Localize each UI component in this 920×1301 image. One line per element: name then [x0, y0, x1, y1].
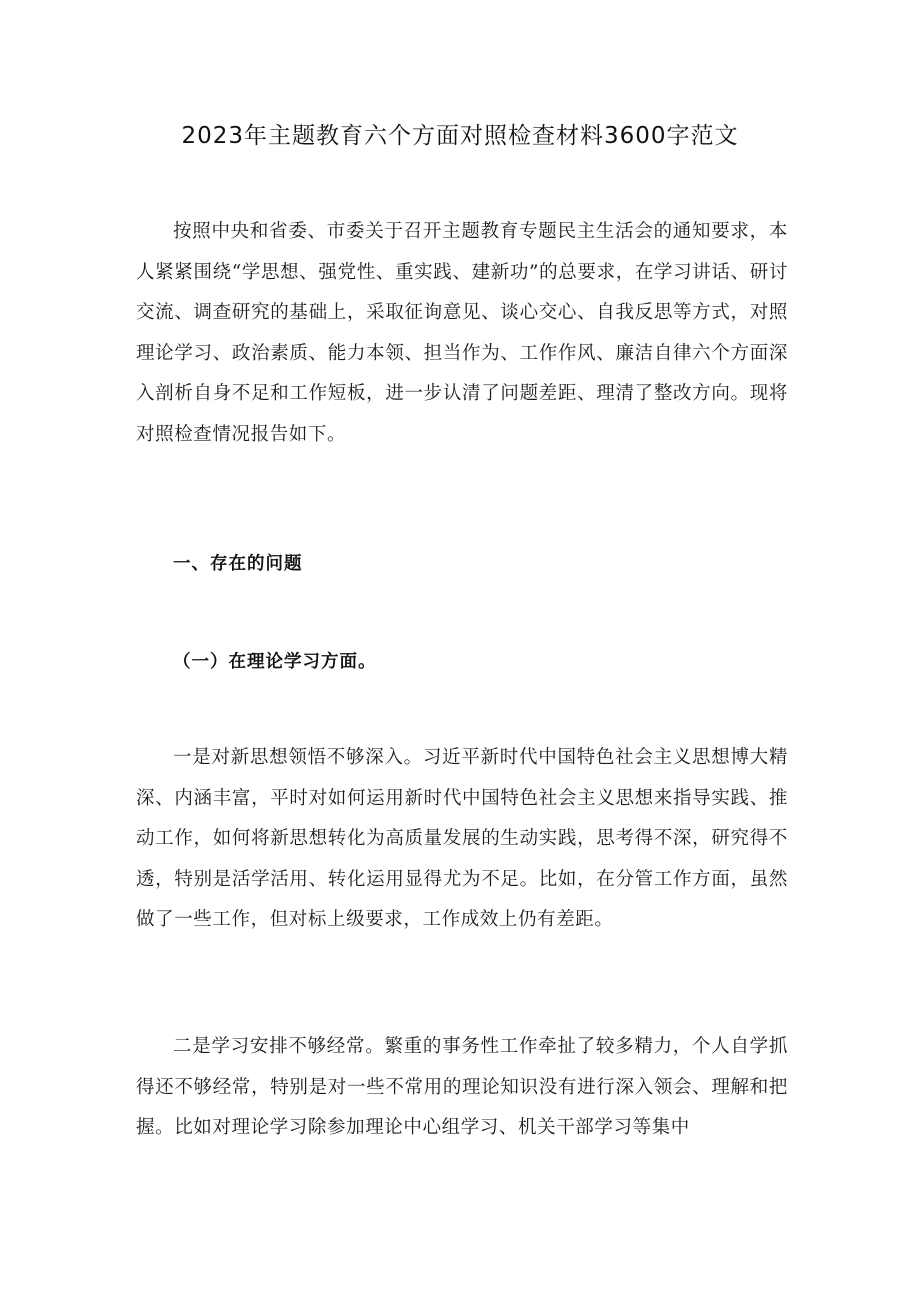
section-heading-problems: 一、存在的问题 — [173, 554, 303, 574]
intro-paragraph: 按照中央和省委、市委关于召开主题教育专题民主生活会的通知要求，本人紧紧围绕“学思想、强党性、重实践、建新功”的总要求，在学习讲话、研讨交流、调查研究的基础上，采取征询意见、谈心交心、自我反思等方式，对照理论学习、政治素质、能力本领、担当作为、工作作风、廉洁自律六个方面深入剖析自身不足和工作短板，进一步认清了问题差距、理清了整改方向。现将对照检查情况报告如下。 — [136, 221, 788, 445]
point-paragraph-2: 二是学习安排不够经常。繁重的事务性工作牵扯了较多精力，个人自学抓得还不够经常，特别是对一些不常用的理论知识没有进行深入领会、理解和把握。比如对理论学习除参加理论中心组学习、机关干部学习等集中 — [136, 1036, 788, 1139]
subsection-heading-theory-study: （一）在理论学习方面。 — [173, 652, 377, 672]
document-title: 2023年主题教育六个方面对照检查材料3600字范文 — [181, 123, 739, 149]
point-paragraph-1: 一是对新思想领悟不够深入。习近平新时代中国特色社会主义思想博大精深、内涵丰富，平时对如何运用新时代中国特色社会主义思想来指导实践、推动工作，如何将新思想转化为高质量发展的生动实践，思考得不深，研究得不透，特别是活学活用、转化运用显得尤为不足。比如，在分管工作方面，虽然做了一些工作，但对标上级要求，工作成效上仍有差距。 — [136, 747, 788, 931]
